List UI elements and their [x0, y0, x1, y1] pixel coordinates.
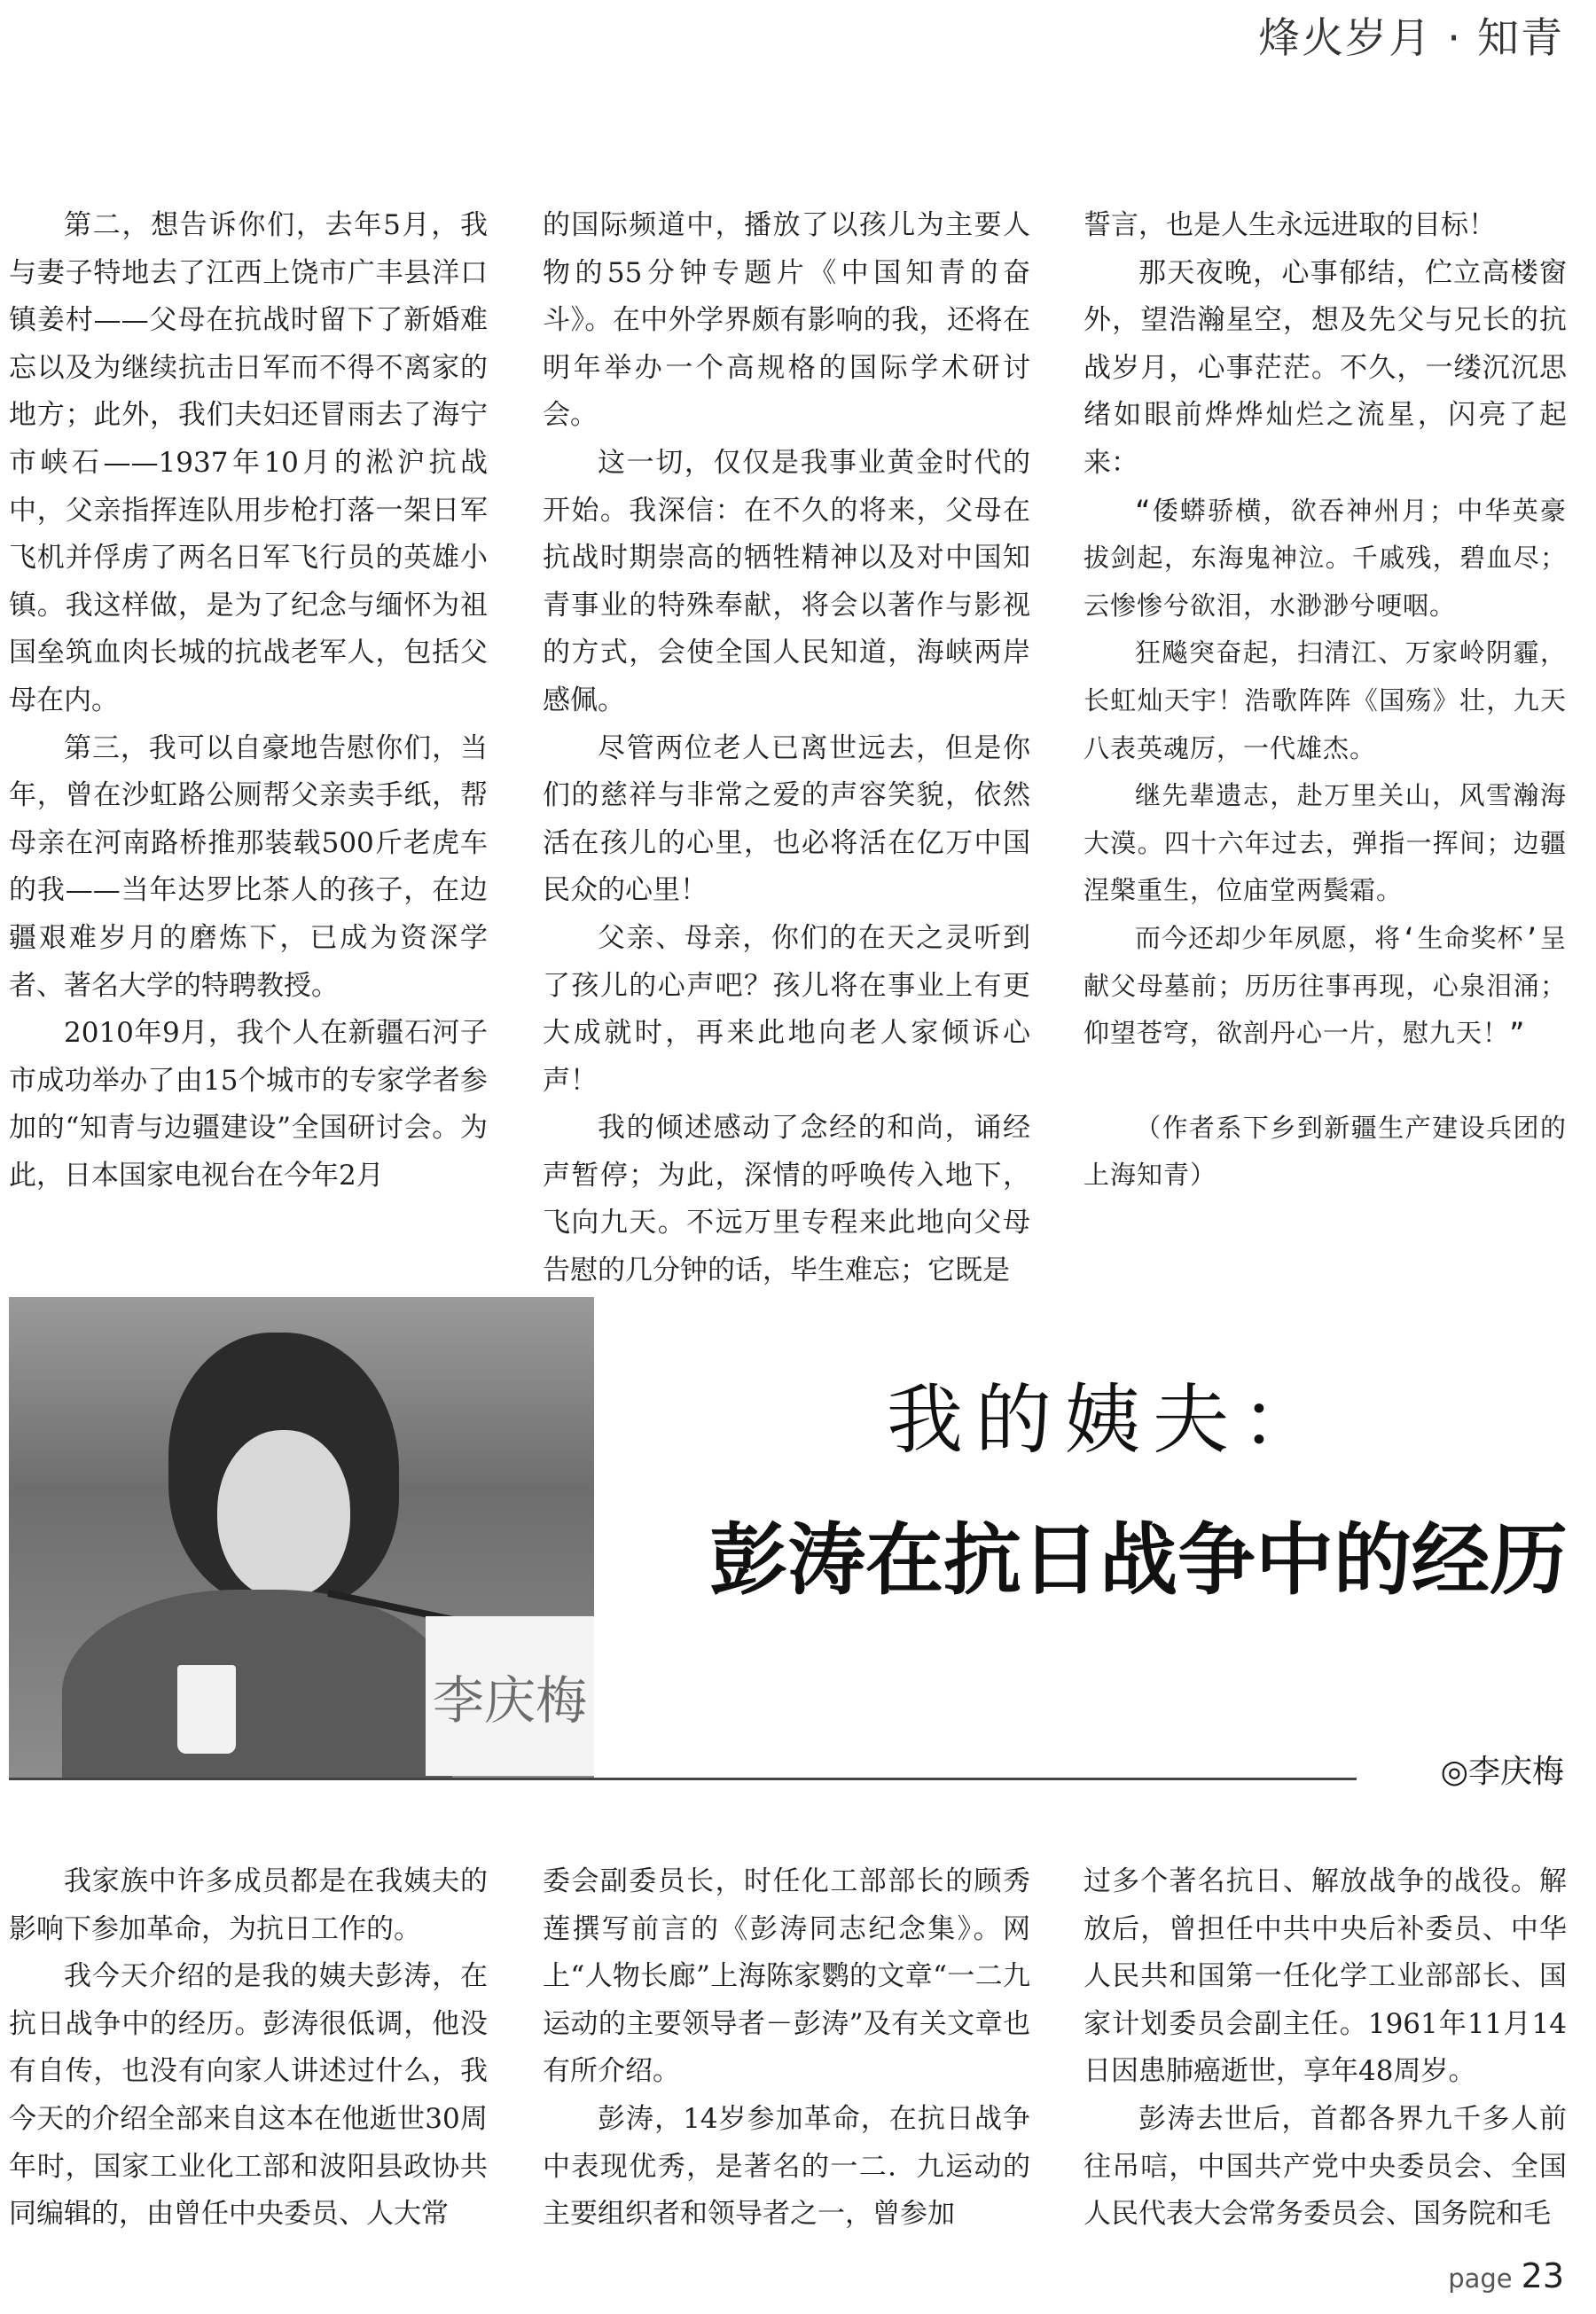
poem-stanza: “倭蟒骄横，欲吞神州月；中华英豪拔剑起，东海鬼神泣。千戚残，碧血尽；云惨惨兮欲泪，水渺渺兮哽咽。: [1084, 495, 1567, 621]
article-column-1: [9, 202, 488, 1200]
article-column-3: [1084, 202, 1567, 1200]
paragraph: 我的倾述感动了念经的和尚，诵经声暂停；为此，深情的呼唤传入地下，飞向九天。不远万里专程来此地向父母告慰的几分钟的话，毕生难忘；它既是: [543, 1112, 1030, 1287]
poem-stanza: 继先辈遗志，赴万里关山，风雪瀚海大漠。四十六年过去，弹指一挥间；边疆涅槃重生，位庙堂两鬓霜。: [1084, 780, 1567, 906]
page-label: page: [1448, 2263, 1513, 2294]
paragraph: 委会副委员长，时任化工部部长的顾秀莲撰写前言的《彭涛同志纪念集》。网上“人物长廊”上海陈家鹦的文章“一二九运动的主要领导者－彭涛”及有关文章也有所介绍。: [543, 1865, 1030, 2088]
poem-stanza: 狂飚突奋起，扫清江、万家岭阴霾，长虹灿天宇！浩歌阵阵《国殇》壮，九天八表英魂厉，一代雄杰。: [1084, 637, 1567, 763]
author-note: （作者系下乡到新疆生产建设兵团的上海知青）: [1084, 1112, 1567, 1191]
paragraph: 这一切，仅仅是我事业黄金时代的开始。我深信：在不久的将来，父母在抗战时期崇高的牺牲精神以及对中国知青事业的特殊奉献，将会以著作与影视的方式，会使全国人民知道，海峡两岸感佩。: [543, 446, 1030, 716]
article-title-line1: 我的姨夫：: [887, 1376, 1330, 1465]
paragraph: 的国际频道中，播放了以孩儿为主要人物的55分钟专题片《中国知青的奋斗》。在中外学界颇有影响的我，还将在明年举办一个高规格的国际学术研讨会。: [543, 209, 1030, 432]
paragraph: 过多个著名抗日、解放战争的战役。解放后，曾担任中共中央后补委员、中华人民共和国第一任化学工业部部长、国家计划委员会副主任。1961年11月14日因患肺癌逝世，享年48周岁。: [1084, 1865, 1567, 2088]
paragraph: 第二，想告诉你们，去年5月，我与妻子特地去了江西上饶市广丰县洋口镇姜村——父母在抗战时留下了新婚难忘以及为继续抗击日军而不得不离家的地方；此外，我们夫妇还冒雨去了海宁市峡石——1937年10月的淞沪抗战中，父亲指挥连队用步枪打落一架日军飞机并俘虏了两名日军飞行员的英雄小镇。我这样做，是为了纪念与缅怀为祖国垒筑血肉长城的抗战老军人，包括父母在内。: [9, 209, 488, 716]
photo-face: [217, 1430, 350, 1599]
paragraph: 誓言，也是人生永远进取的目标！: [1084, 209, 1496, 241]
new-article-column-2: [543, 1858, 1030, 2239]
new-article-column-3: [1084, 1858, 1567, 2239]
photo-body: [62, 1590, 452, 1778]
byline-rule: [9, 1778, 1357, 1780]
photo-nameplate: 李庆梅: [426, 1616, 594, 1776]
page-number: 23: [1521, 2256, 1564, 2295]
new-article-column-1: [9, 1858, 488, 2239]
poem-stanza: 而今还却少年夙愿，将‘生命奖杯’呈献父母墓前；历历往事再现，心泉泪涌；仰望苍穹，欲剖丹心一片，慰九天！”: [1084, 922, 1567, 1049]
paragraph: 我家族中许多成员都是在我姨夫的影响下参加革命，为抗日工作的。: [9, 1865, 488, 1945]
article-title-line2: 彭涛在抗日战争中的经历: [708, 1514, 1568, 1606]
paragraph: 彭涛去世后，首都各界九千多人前往吊唁，中国共产党中央委员会、全国人民代表大会常务委员会、国务院和毛: [1084, 2102, 1567, 2231]
article-column-2: [543, 202, 1030, 1295]
paragraph: 我今天介绍的是我的姨夫彭涛，在抗日战争中的经历。彭涛很低调，他没有自传，也没有向家人讲述过什么，我今天的介绍全部来自这本在他逝世30周年时，国家工业化工部和波阳县政协共同编辑的，由曾任中央委员、人大常: [9, 1960, 488, 2231]
photo-cup: [177, 1665, 236, 1754]
paragraph: 2010年9月，我个人在新疆石河子市成功举办了由15个城市的专家学者参加的“知青与边疆建设”全国研讨会。为此，日本国家电视台在今年2月: [9, 1017, 488, 1192]
paragraph: 尽管两位老人已离世远去，但是你们的慈祥与非常之爱的声容笑貌，依然活在孩儿的心里，也必将活在亿万中国民众的心里！: [543, 731, 1030, 907]
section-header: 烽火岁月 · 知青: [1258, 14, 1564, 63]
page-footer: [1448, 2256, 1564, 2295]
author-photo: [9, 1297, 594, 1778]
paragraph: 父亲、母亲，你们的在天之灵听到了孩儿的心声吧？孩儿将在事业上有更大成就时，再来此地向老人家倾诉心声！: [543, 921, 1030, 1097]
paragraph: 那天夜晚，心事郁结，伫立高楼窗外，望浩瀚星空，想及先父与兄长的抗战岁月，心事茫茫。不久，一缕沉沉思绪如眼前烨烨灿烂之流星，闪亮了起来：: [1084, 256, 1567, 479]
byline: ◎李庆梅: [1440, 1754, 1564, 1790]
paragraph: 第三，我可以自豪地告慰你们，当年，曾在沙虹路公厕帮父亲卖手纸，帮母亲在河南路桥推那装载500斤老虎车的我——当年达罗比茶人的孩子，在边疆艰难岁月的磨炼下，已成为资深学者、著名大学的特聘教授。: [9, 731, 488, 1002]
paragraph: 彭涛，14岁参加革命，在抗日战争中表现优秀，是著名的一二．九运动的主要组织者和领导者之一，曾参加: [543, 2102, 1030, 2231]
